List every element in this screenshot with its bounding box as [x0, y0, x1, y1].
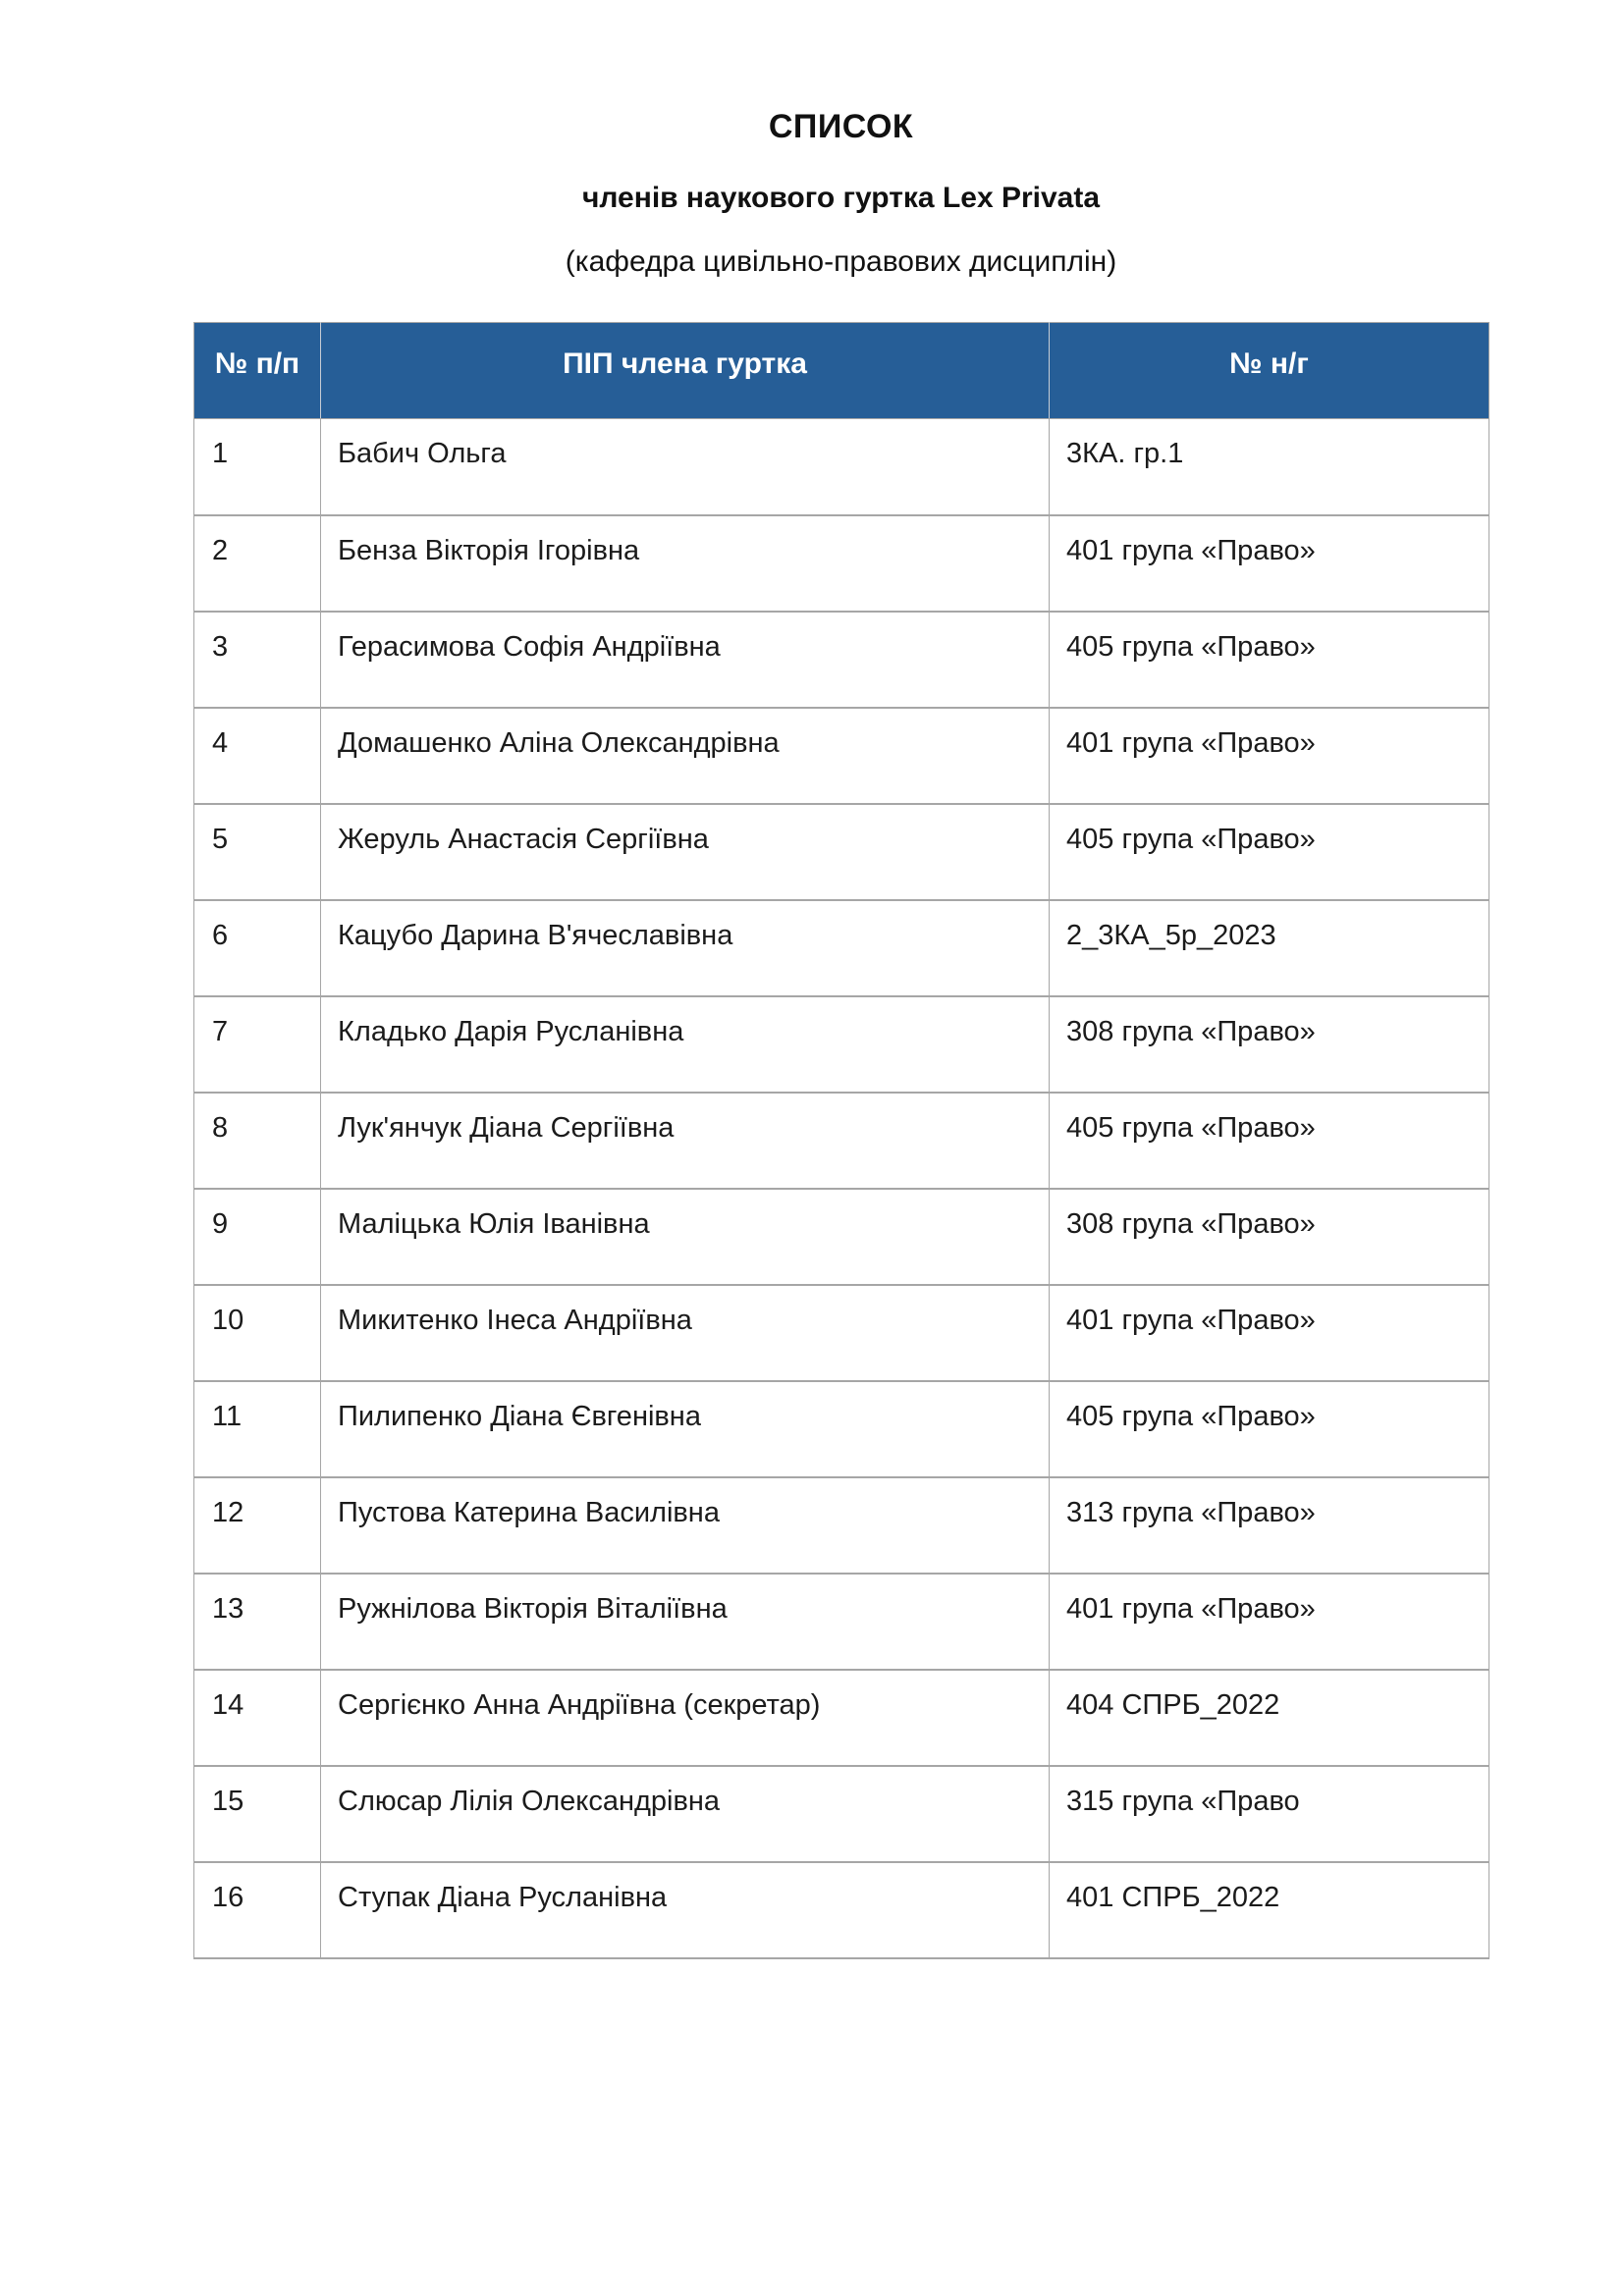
cell-group-number: 2_3КА_5р_2023 [1050, 900, 1489, 996]
table-row [194, 1862, 1489, 1958]
cell-row-number: 8 [194, 1093, 321, 1189]
cell-member-name: Жеруль Анастасія Сергіївна [321, 804, 1050, 900]
document-page [193, 0, 1489, 1959]
page-title: СПИСОК [768, 108, 914, 145]
cell-member-name: Бенза Вікторія Ігорівна [321, 515, 1050, 612]
cell-group-number: 401 група «Право» [1050, 1285, 1489, 1381]
cell-member-name: Домашенко Аліна Олександрівна [321, 708, 1050, 804]
department-line: (кафедра цивільно-правових дисциплін) [565, 245, 1117, 278]
cell-member-name: Кладько Дарія Русланівна [321, 996, 1050, 1093]
cell-group-number: 3КА. гр.1 [1050, 419, 1489, 515]
table-row [194, 1477, 1489, 1574]
cell-group-number: 405 група «Право» [1050, 1093, 1489, 1189]
cell-group-number: 401 СПРБ_2022 [1050, 1862, 1489, 1958]
cell-row-number: 3 [194, 612, 321, 708]
cell-member-name: Герасимова Софія Андріївна [321, 612, 1050, 708]
cell-row-number: 13 [194, 1574, 321, 1670]
cell-group-number: 315 група «Право [1050, 1766, 1489, 1862]
cell-group-number: 405 група «Право» [1050, 612, 1489, 708]
table-row [194, 900, 1489, 996]
members-table-body [194, 419, 1489, 1958]
table-row [194, 708, 1489, 804]
cell-row-number: 11 [194, 1381, 321, 1477]
cell-group-number: 308 група «Право» [1050, 996, 1489, 1093]
header-cell-num: № п/п [194, 323, 321, 419]
cell-member-name: Пустова Катерина Василівна [321, 1477, 1050, 1574]
cell-row-number: 15 [194, 1766, 321, 1862]
header-row [194, 323, 1489, 419]
cell-member-name: Ступак Діана Русланівна [321, 1862, 1050, 1958]
cell-group-number: 401 група «Право» [1050, 515, 1489, 612]
cell-member-name: Маліцька Юлія Іванівна [321, 1189, 1050, 1285]
table-row [194, 996, 1489, 1093]
page-subtitle: членів наукового гуртка Lex Privata [581, 182, 1101, 214]
cell-group-number: 404 СПРБ_2022 [1050, 1670, 1489, 1766]
cell-group-number: 405 група «Право» [1050, 804, 1489, 900]
cell-member-name: Ружнілова Вікторія Віталіївна [321, 1574, 1050, 1670]
table-row [194, 1381, 1489, 1477]
header-cell-group: № н/г [1050, 323, 1489, 419]
members-table-head [194, 323, 1489, 419]
cell-member-name: Сергієнко Анна Андріївна (секретар) [321, 1670, 1050, 1766]
cell-row-number: 7 [194, 996, 321, 1093]
cell-group-number: 308 група «Право» [1050, 1189, 1489, 1285]
cell-member-name: Пилипенко Діана Євгенівна [321, 1381, 1050, 1477]
table-row [194, 1670, 1489, 1766]
cell-member-name: Слюсар Лілія Олександрівна [321, 1766, 1050, 1862]
cell-member-name: Кацубо Дарина В'ячеславівна [321, 900, 1050, 996]
cell-row-number: 16 [194, 1862, 321, 1958]
cell-row-number: 6 [194, 900, 321, 996]
cell-row-number: 2 [194, 515, 321, 612]
table-row [194, 515, 1489, 612]
table-row [194, 1574, 1489, 1670]
header-cell-name: ПІП члена гуртка [321, 323, 1050, 419]
cell-row-number: 9 [194, 1189, 321, 1285]
cell-member-name: Бабич Ольга [321, 419, 1050, 515]
cell-member-name: Микитенко Інеса Андріївна [321, 1285, 1050, 1381]
cell-row-number: 14 [194, 1670, 321, 1766]
cell-row-number: 4 [194, 708, 321, 804]
table-row [194, 1093, 1489, 1189]
members-table [193, 322, 1489, 1959]
table-row [194, 612, 1489, 708]
table-row [194, 1766, 1489, 1862]
cell-group-number: 401 група «Право» [1050, 1574, 1489, 1670]
cell-group-number: 313 група «Право» [1050, 1477, 1489, 1574]
cell-row-number: 1 [194, 419, 321, 515]
table-row [194, 1285, 1489, 1381]
cell-member-name: Лук'янчук Діана Сергіївна [321, 1093, 1050, 1189]
cell-group-number: 401 група «Право» [1050, 708, 1489, 804]
cell-group-number: 405 група «Право» [1050, 1381, 1489, 1477]
cell-row-number: 12 [194, 1477, 321, 1574]
table-row [194, 804, 1489, 900]
cell-row-number: 5 [194, 804, 321, 900]
document-header [193, 0, 1489, 279]
cell-row-number: 10 [194, 1285, 321, 1381]
table-row [194, 1189, 1489, 1285]
table-row [194, 419, 1489, 515]
